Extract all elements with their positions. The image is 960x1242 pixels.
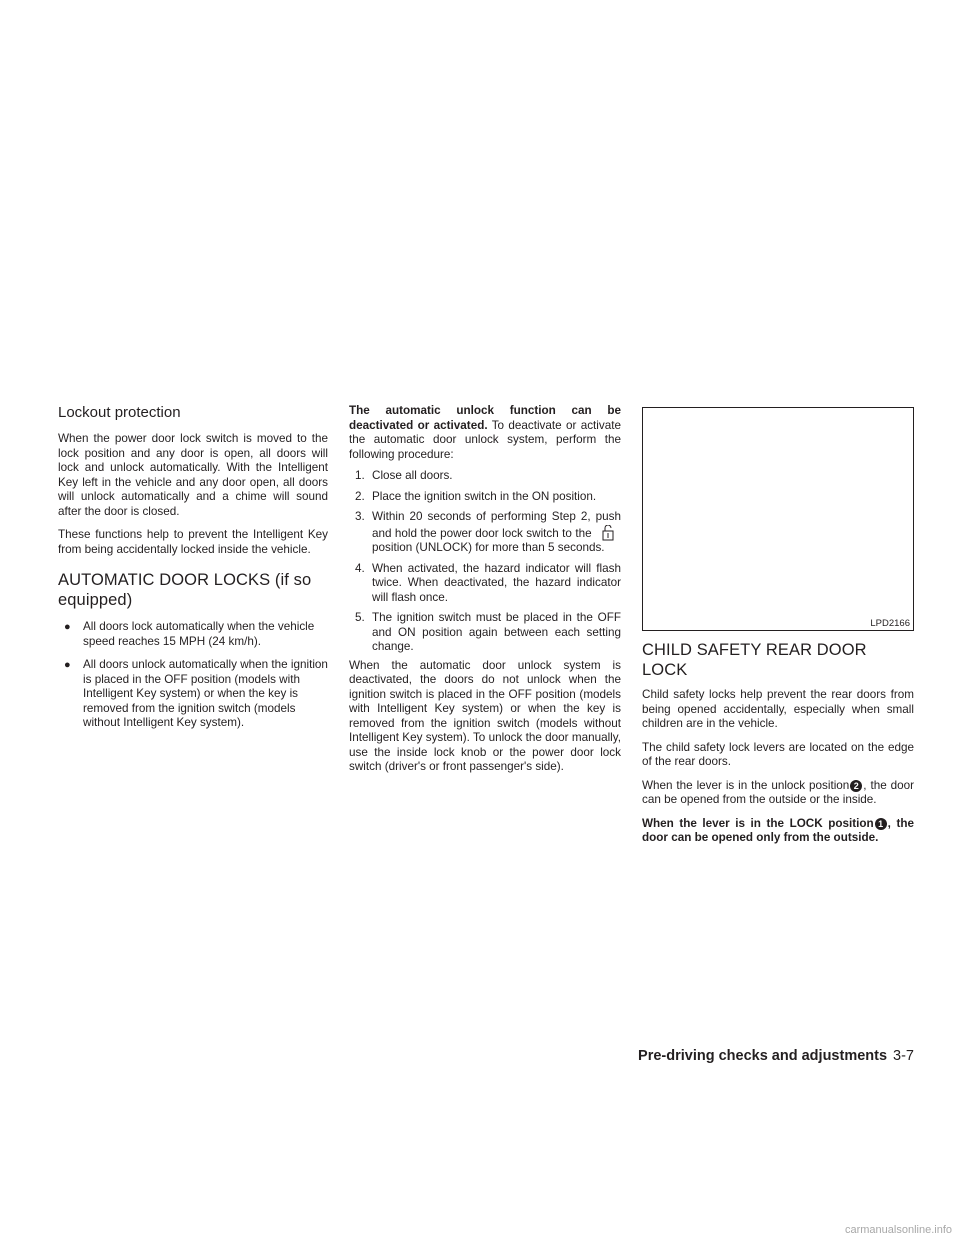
lockout-paragraph-2: These functions help to prevent the Intelligent Key from being accidentally locked inside the vehicle. bbox=[58, 528, 328, 556]
lockout-heading: Lockout protection bbox=[58, 404, 181, 421]
step-item: 3. Within 20 seconds of performing Step 2, push and hold the power door lock switch to the position (UNLOCK) for more than 5 seconds. bbox=[355, 510, 621, 554]
unlock-intro: The automatic unlock function can be deactivated or activated. To deactivate or activate the automatic door unlock system, perform the following procedure: bbox=[349, 404, 621, 461]
callout-1-icon: 1 bbox=[875, 818, 887, 830]
callout-2-icon: 2 bbox=[850, 780, 862, 792]
footer-title: Pre-driving checks and adjustments bbox=[638, 1048, 888, 1064]
step-item: 4. When activated, the hazard indicator will flash twice. When deactivated, the hazard indicator will flash once. bbox=[355, 561, 621, 604]
page-number: 3-7 bbox=[893, 1048, 914, 1064]
lockout-paragraph-1: When the power door lock switch is moved to the lock position and any door is open, all doors will lock and unlock automatically. With the Intelligent Key left in the vehicle and any door open, all doors will unlock automatically and a chime will sound after the door is closed. bbox=[58, 432, 328, 518]
auto-locks-bullets bbox=[58, 620, 328, 731]
step-item: 1. Close all doors. bbox=[355, 469, 453, 482]
child-safety-paragraph-2: The child safety lock levers are located on the edge of the rear doors. bbox=[642, 740, 914, 768]
figure-code: LPD2166 bbox=[870, 618, 910, 629]
unlock-switch-icon bbox=[597, 525, 619, 541]
child-safety-paragraph-1: Child safety locks help prevent the rear doors from being opened accidentally, especially when small children are in the vehicle. bbox=[642, 688, 914, 730]
child-safety-paragraph-4: When the lever is in the LOCK position 1 , the door can be opened only from the outside. bbox=[642, 816, 914, 844]
middle-column bbox=[349, 404, 621, 775]
bullet-item: ● All doors unlock automatically when the ignition is placed in the OFF position (models with Intelligent Key system) or when the key is removed from the ignition switch (models without Intelligent Key system). bbox=[64, 658, 328, 729]
step-item: 2. Place the ignition switch in the ON position. bbox=[355, 489, 597, 503]
child-safety-paragraph-3: When the lever is in the unlock position 2 , the door can be opened from the outside or the inside. bbox=[642, 778, 914, 806]
auto-locks-heading: AUTOMATIC DOOR LOCKS (if so equipped) bbox=[58, 571, 312, 609]
right-column bbox=[642, 407, 914, 846]
figure-placeholder bbox=[642, 407, 914, 631]
page-footer bbox=[638, 1048, 914, 1064]
auto-unlock-closing: When the automatic door unlock system is deactivated, the doors do not unlock when the ignition switch is placed in the OFF position (models with Intelligent Key system) or when the key is removed from the ignition switch (models without Intelligent Key system). To unlock the door manually, use the inside lock knob or the power door lock switch (driver's or front passenger's side). bbox=[349, 658, 621, 773]
child-safety-heading: CHILD SAFETY REAR DOOR LOCK bbox=[642, 641, 867, 679]
bullet-item: ● All doors lock automatically when the vehicle speed reaches 15 MPH (24 km/h). bbox=[64, 620, 315, 648]
watermark: carmanualsonline.info bbox=[844, 1224, 952, 1236]
bullet-icon: ● bbox=[64, 659, 71, 671]
procedure-steps bbox=[349, 469, 621, 655]
step-item: 5. The ignition switch must be placed in the OFF and ON position again between each setting change. bbox=[355, 611, 621, 653]
bullet-icon: ● bbox=[64, 621, 71, 633]
left-column bbox=[58, 404, 328, 740]
